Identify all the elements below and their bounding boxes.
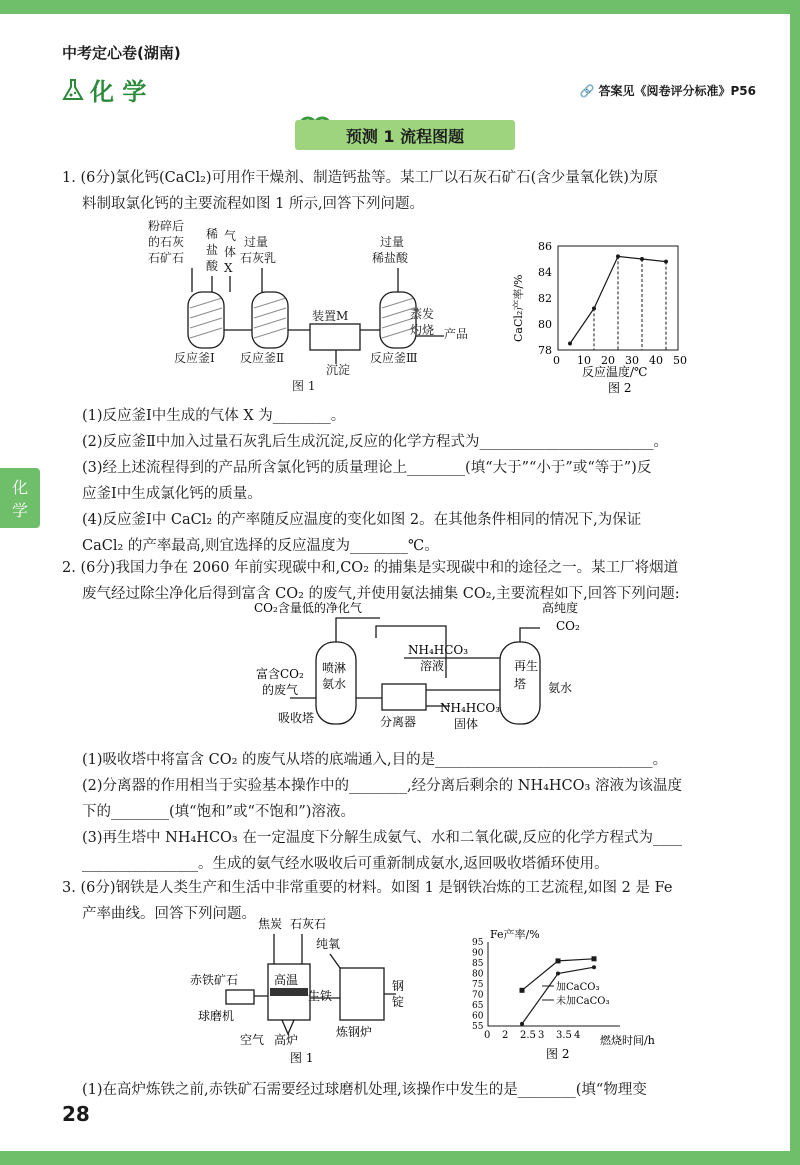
q1-sub3b: 应釜Ⅰ中生成氯化钙的质量。	[82, 486, 262, 502]
side-tab	[0, 468, 40, 528]
chart2-xtick: 4	[574, 1030, 581, 1041]
page-number: 28	[62, 1102, 90, 1126]
q1-sub3a: (3)经上述流程得到的产品所含氯化钙的质量理论上________(填“大于”“小于”或“等于”)反	[82, 460, 652, 476]
q3-line1: 3. (6分)钢铁是人类生产和生活中非常重要的材料。如图 1 是钢铁冶炼的工艺流程,如图 2 是 Fe	[62, 880, 673, 896]
chart1-ytick: 78	[538, 344, 552, 357]
bottom-border	[0, 1151, 800, 1165]
chart2-ytick: 95	[472, 938, 484, 948]
chart1-xlabel: 反应温度/℃	[582, 365, 648, 379]
subject-heading	[62, 72, 146, 107]
q2-sub3b: ________________。生成的氨气经水吸收后可重新制成氨水,返回吸收塔循环使用。	[82, 856, 609, 872]
chart1-ytick: 84	[538, 266, 552, 279]
chart1-ytick: 80	[538, 318, 552, 331]
spray-l1: 喷淋	[322, 661, 347, 675]
q1-figure2-chart	[510, 230, 700, 395]
chart1-ylabel: CaCl₂产率/%	[512, 274, 525, 342]
q1-line1: 1. (6分)氯化钙(CaCl₂)可用作干燥剂、制造钙盐等。某工厂以石灰石矿石(含少量氧化铁)为原	[62, 170, 658, 186]
spray-l2: 氨水	[322, 677, 347, 691]
input3-l2: 石灰乳	[240, 251, 277, 265]
input4-l1: 过量	[380, 235, 405, 249]
steel-furnace	[340, 968, 384, 1020]
ball-mill	[226, 990, 254, 1004]
q1-figure1	[140, 218, 510, 396]
chart1-xtick: 30	[625, 354, 639, 367]
chart2-xlabel: 燃烧时间/h	[600, 1034, 655, 1047]
subject-label: 化 学	[90, 78, 147, 106]
chart2-ytick: 70	[472, 990, 484, 1001]
chart2-xtick: 3	[538, 1030, 545, 1041]
waste-l2: 的废气	[262, 683, 299, 697]
q2-sub3a: (3)再生塔中 NH₄HCO₃ 在一定温度下分解生成氨气、水和二氧化碳,反应的化学方程式为____	[82, 830, 682, 846]
answer-reference	[580, 82, 756, 99]
input1-l2: 的石灰	[148, 235, 185, 249]
chart2-xtick: 2	[502, 1030, 509, 1041]
fig1-caption: 图 1	[292, 379, 316, 393]
gas-l1: 气	[224, 229, 237, 243]
q1-sub2: (2)反应釜Ⅱ中加入过量石灰乳后生成沉淀,反应的化学方程式为________________________。	[82, 434, 669, 450]
q2-sub1: (1)吸收塔中将富含 CO₂ 的废气从塔的底端通入,目的是______________________________。	[82, 752, 668, 768]
steel-l2: 锭	[392, 995, 405, 1009]
reactor1-vessel	[188, 292, 224, 348]
ore-label: 赤铁矿石	[190, 973, 239, 987]
input2-l3: 酸	[206, 259, 219, 273]
chart1-ytick: 86	[538, 240, 552, 253]
high-co2-l1: 高纯度	[542, 601, 579, 615]
chart1-caption: 图 2	[608, 381, 632, 395]
product-label: 产品	[444, 327, 469, 341]
reactor2-vessel	[252, 292, 288, 348]
q3-line2: 产率曲线。回答下列问题。	[82, 906, 256, 922]
oxygen-label: 纯氧	[316, 937, 341, 951]
separator-box	[382, 684, 426, 710]
chart2-ytick: 55	[472, 1022, 484, 1032]
device-m-box	[310, 324, 360, 350]
nh4hco3-sol-l2: 溶液	[420, 659, 445, 673]
evap-l1: 蒸发	[410, 307, 435, 321]
pig-iron-label: 生铁	[308, 989, 333, 1003]
q2-line2: 废气经过除尘净化后得到富含 CO₂ 的废气,并使用氨法捕集 CO₂,主要流程如下,回答下列问题:	[82, 586, 680, 602]
chart2-xtick: 2.5	[520, 1030, 536, 1041]
chart1-xtick: 0	[553, 354, 560, 367]
evap-l2: 灼烧	[410, 323, 435, 337]
chart2-ytick: 85	[472, 959, 484, 969]
input1-l1: 粉碎后	[148, 219, 185, 233]
reactor1-label: 反应釜Ⅰ	[174, 351, 215, 365]
chart1-xtick: 50	[673, 354, 687, 367]
chart1-ytick: 82	[538, 292, 552, 305]
q3-figure1	[190, 914, 430, 1064]
regen-l1: 再生	[514, 659, 539, 673]
ammonia-label: 氨水	[548, 681, 573, 695]
nh4hco3-sol-l1: NH₄HCO₃	[408, 643, 469, 657]
input3-l1: 过量	[244, 235, 269, 249]
q3-sub1: (1)在高炉炼铁之前,赤铁矿石需要经过球磨机处理,该操作中发生的是________(填“物理变	[82, 1082, 647, 1098]
q2-figure	[250, 598, 620, 748]
regen-l2: 塔	[514, 677, 527, 691]
chart2-ytick: 60	[472, 1011, 484, 1022]
gas-l2: 体	[224, 245, 237, 259]
chart1-xtick: 40	[649, 354, 663, 367]
chart2-ytick: 65	[472, 1001, 484, 1011]
coke-label: 焦炭	[258, 917, 283, 931]
precipitate-label: 沉淀	[326, 363, 351, 377]
q1-line2: 料制取氯化钙的主要流程如图 1 所示,回答下列问题。	[82, 196, 425, 212]
fig1-caption-q3: 图 1	[290, 1051, 314, 1064]
section-banner	[295, 120, 515, 150]
chart2-ytick: 75	[472, 980, 484, 990]
side-tab-line2: 学	[11, 501, 28, 520]
blast-label: 高炉	[274, 1033, 299, 1047]
exam-title: 中考定心卷(湖南)	[62, 44, 181, 62]
q1-sub4b: CaCl₂ 的产率最高,则宜选择的反应温度为________℃。	[82, 538, 439, 554]
q1-sub1: (1)反应釜Ⅰ中生成的气体 X 为________。	[82, 408, 346, 424]
q2-sub2a: (2)分离器的作用相当于实验基本操作中的________,经分离后剩余的 NH₄HCO₃ 溶液为该温度	[82, 778, 682, 794]
high-co2-l2: CO₂	[556, 619, 580, 633]
input1-l3: 石矿石	[148, 251, 185, 265]
separator-label: 分离器	[380, 715, 417, 729]
furnace-label: 炼钢炉	[336, 1025, 373, 1039]
input2-l1: 稀	[206, 227, 219, 241]
gas-l3: X	[224, 261, 233, 275]
chart2-axes	[488, 942, 620, 1026]
chart2-xtick: 0	[484, 1030, 491, 1041]
chart1-xtick: 10	[577, 354, 591, 367]
ball-mill-label: 球磨机	[198, 1009, 235, 1023]
limestone-label: 石灰石	[290, 917, 327, 931]
flask-icon	[62, 78, 84, 102]
q3-figure2-chart	[450, 926, 670, 1061]
side-tab-line1: 化	[11, 478, 28, 497]
chart2-ytick: 80	[472, 969, 484, 980]
absorber-label: 吸收塔	[278, 711, 315, 725]
q2-line1: 2. (6分)我国力争在 2060 年前实现碳中和,CO₂ 的捕集是实现碳中和的途径之一。某工厂将烟道	[62, 560, 679, 576]
clean-gas-label: CO₂含量低的净化气	[254, 601, 362, 615]
input4-l2: 稀盐酸	[372, 251, 409, 265]
top-border	[0, 0, 800, 14]
reactor3-label: 反应釜Ⅲ	[370, 351, 418, 365]
furnace-band	[270, 988, 308, 996]
chart1-line	[570, 256, 666, 343]
chart1-xtick: 20	[601, 354, 615, 367]
link-icon: 🔗	[579, 83, 595, 98]
air-label: 空气	[240, 1033, 265, 1047]
chart2-ytick: 90	[472, 948, 484, 959]
q2-sub2b: 下的________(填“饱和”或“不饱和”)溶液。	[82, 804, 355, 820]
solid-l1: NH₄HCO₃	[440, 701, 501, 715]
reactor2-label: 反应釜Ⅱ	[240, 351, 285, 365]
answer-ref-text: 答案见《阅卷评分标准》P56	[598, 84, 756, 98]
chart2-legend-label: 未加CaCO₃	[556, 996, 610, 1007]
section-title: 预测 1 流程图题	[345, 126, 465, 146]
chart2-xtick: 3.5	[556, 1030, 572, 1041]
high-temp-label: 高温	[274, 973, 299, 987]
device-label: 装置M	[312, 309, 349, 323]
steel-l1: 钢	[392, 979, 405, 993]
chart2-caption: 图 2	[546, 1047, 570, 1061]
chart2-legend-label: 加CaCO₃	[556, 982, 600, 993]
chart2-ylabel: Fe产率/%	[490, 928, 540, 941]
waste-l1: 富含CO₂	[256, 667, 304, 681]
solid-l2: 固体	[454, 717, 479, 731]
q1-sub4a: (4)反应釜Ⅰ中 CaCl₂ 的产率随反应温度的变化如图 2。在其他条件相同的情况下,为保证	[82, 512, 642, 528]
input2-l2: 盐	[206, 243, 219, 257]
right-border	[790, 0, 800, 1165]
